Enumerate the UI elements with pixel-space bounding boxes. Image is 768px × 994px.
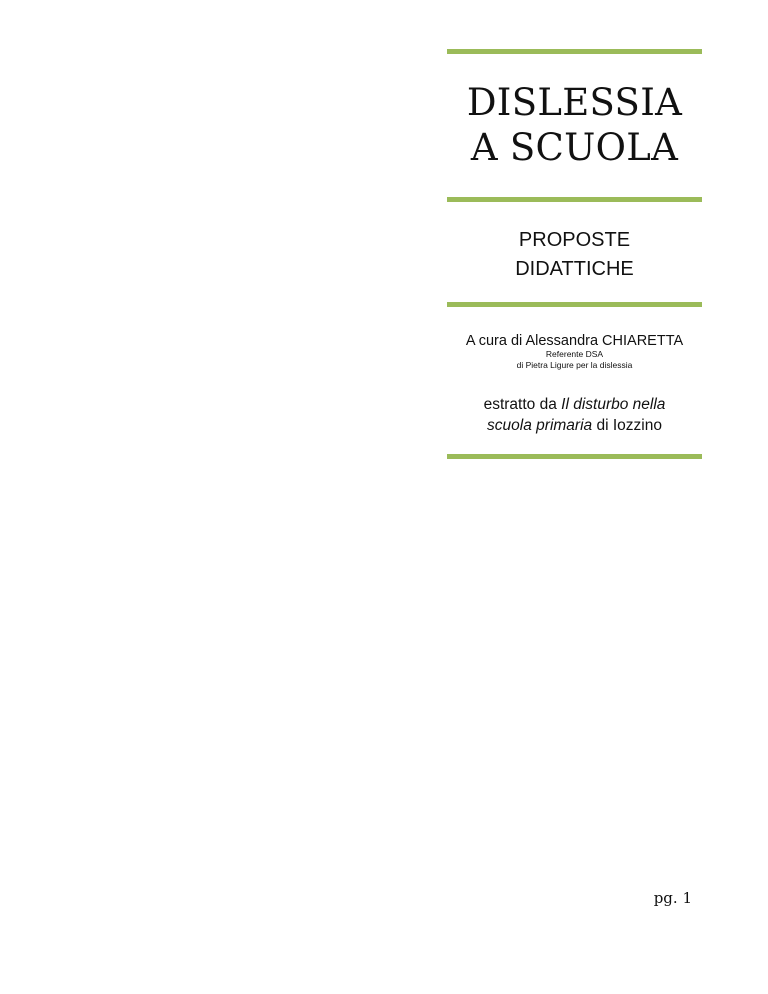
source-prefix: estratto da [483,396,562,413]
top-divider [447,49,702,54]
curator-role: Referente DSA [545,349,604,359]
document-subtitle [447,226,702,284]
curator-affiliation: di Pietra Ligure per la dislessia [516,360,633,370]
title-divider [447,197,702,202]
source-note-line-2 [447,415,702,436]
source-title-part-1: Il disturbo nella [561,396,666,413]
source-author: di Iozzino [592,417,662,434]
curator-line: A cura di Alessandra CHIARETTA [465,333,684,349]
subtitle-line-1: PROPOSTE [518,229,631,251]
subtitle-divider [447,302,702,307]
source-note-line-1 [447,394,702,415]
source-title-part-2: scuola primaria [487,417,593,434]
title-line-1: DISLESSIA [466,81,683,124]
source-note [447,394,702,436]
title-line-2: A SCUOLA [470,126,679,169]
page-number: pg. 1 [653,889,692,907]
bottom-divider [447,454,702,459]
subtitle-line-2: DIDATTICHE [515,258,634,280]
document-title [447,80,702,170]
